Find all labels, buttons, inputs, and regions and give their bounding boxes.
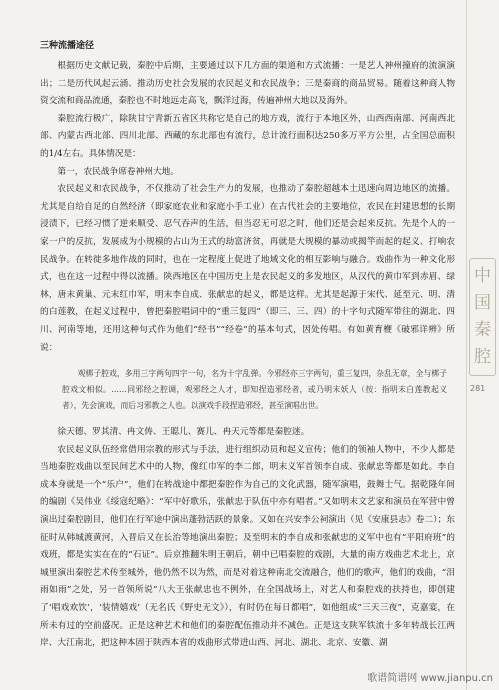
seal-char-4: 腔 bbox=[474, 347, 491, 367]
watermark: 歌谱简谱网 www.jianpu.cn bbox=[367, 673, 493, 684]
paragraph-3: 第一，农民战争席卷神州大地。 bbox=[57, 166, 180, 177]
block-quote: 观梆子腔戏，多用三字两句四字一句，名为十字乱弹。今邪经亦三字两句，重三复四，杂乱无章，全与梆子腔戏文相似。……同邪经之腔调，观邪经之人才，即知捏造邪经者，或乃明末妖人（按：指明末白莲教起义者），先会演戏，而后习邪教之人也。以演戏手段捏造邪经，甚至演唱出世。 bbox=[62, 369, 447, 411]
paragraph-5: 徐天德、罗其清、冉文俦、王聪儿、赛儿、冉天元等都是秦腔迷。 bbox=[57, 427, 310, 438]
paragraph-4: 农民起义和农民战争，不仅推动了社会生产力的发展，也推动了秦腔超越本土迅速向周边地区的流播。尤其是自给自足的自然经济（即家庭农业和家庭小手工业）在古代社会的主要地位，农民在封建思想的长期浸渍下，已经习惯了逆来顺受、忍气吞声的生活，但当忍无可忍之时，他们还是会起来反抗。先是个人的一家一户的反抗，发展成为小规模的占山为王式的劫富济贫，再就是大规模的暴动或揭竿而起的起义、打响农民战争。在转徙多地作战的同时，也在一定程度上促进了地域文化的相互影响与融合。戏曲作为一种文化形式，也在这一过程中得以流播。陕西地区在中国历史上是农民起义的多发地区，从汉代的黄巾军到赤眉、绿林，唐末黄巢、元末红巾军，明末李自成、张献忠的起义，都是这样。尤其是起源于宋代、延至元、明、清的白莲教，在起义过程中，曾把秦腔唱词中的“重三复四”（即三、三、四）的十字句式随军带往的湖北、四川、河南等地，还用这种句式作为他们“经书”“经卷”的基本句式，因处传唱。有如黄育楩《破邪详辨》所说： bbox=[40, 184, 455, 353]
paragraph-2: 秦腔流行极广，除陕甘宁青新五省区共称它是自己的地方戏，流行于本地区外，山西西南部、河南西北部、内蒙古西北部、四川北部、西藏的东北部也有流行，总计流行面积达250多万平方公里，占全国总面积的1/4左右。具体情况是： bbox=[40, 113, 455, 159]
main-text-column bbox=[40, 37, 455, 653]
paragraph-6: 农民起义队伍经常借用宗教的形式与手法，进行组织动员和起义宣传；他们的领袖人物中，不少人都是当地秦腔戏曲以至民间艺术中的人物，像红巾军的李二郎，明末义军首领李自成、张献忠等都是如此。李自成本身就是一个“乐户”，他们在转战途中都把秦腔作为自己的文化武器，随军演唱，鼓舞士气。据乾隆年间的编剧《吴伟业《绥寇纪略》：“军中好歌乐，张献忠于队伍中亦有唱者。”又如明末文艺家和演员在军营中曾演出过秦腔剧目，他们在行军途中演出蓬勃活跃的景象。又如在兴安李公祠演出（见《安康县志》卷二）；东征时从韩城渡黄河，入晋后又在长治等地演出秦腔；及至明末的李自成和张献忠的义军中也有“平阳府班”的戏班，都是实实在在的“石证”。后京推翻朱明王朝后，朝中已唱秦腔的戏剧，大量的南方戏曲艺术北上，京城里演出秦腔艺术传至城外，他仍然不以为然，而是对着这种南北交流融合，他们的歌声，他们的戏曲，“泪雨如雨”之处，另一首领所说“八大王张献忠也不例外，在全国战场上，对艺人和秦腔戏的扶持也，即创建了‘唱戏欢饮’，‘装情嬉戏’（无名氏《野史无文》），有时仍在每日都唱”，如他组成“三天三夜”，克嘉宴，在所未有过的空前盛况。正是这种艺术和他们的秦腔配伍推动并不减色。正是这支陕军铁流十多年转战长江两岸、大江南北，把这种本固于陕西本省的戏曲形式带进山西、河北、湖北、北京、安徽、湖 bbox=[40, 444, 455, 649]
vertical-title-seal bbox=[469, 258, 496, 376]
seal-char-1: 中 bbox=[474, 266, 491, 286]
section-heading: 三种流播途径 bbox=[40, 41, 95, 51]
page-number: 281 bbox=[470, 384, 486, 393]
seal-char-2: 国 bbox=[474, 293, 491, 313]
paragraph-1: 根据历史文献记载，秦腔中后期，主要通过以下几方面的渠道和方式流播：一是艺人神州撞府的流演演出；二是历代风起云涌、推动历史社会发展的农民起义和农民战争；三是秦商的商品贸易。随着这种商人物资交流和商品流通，秦腔也不时地远走高飞，飘洋过海，传遍神州大地以及海外。 bbox=[40, 61, 455, 107]
seal-char-3: 秦 bbox=[474, 320, 491, 340]
margin-rule bbox=[466, 0, 467, 690]
side-margin bbox=[466, 0, 499, 690]
